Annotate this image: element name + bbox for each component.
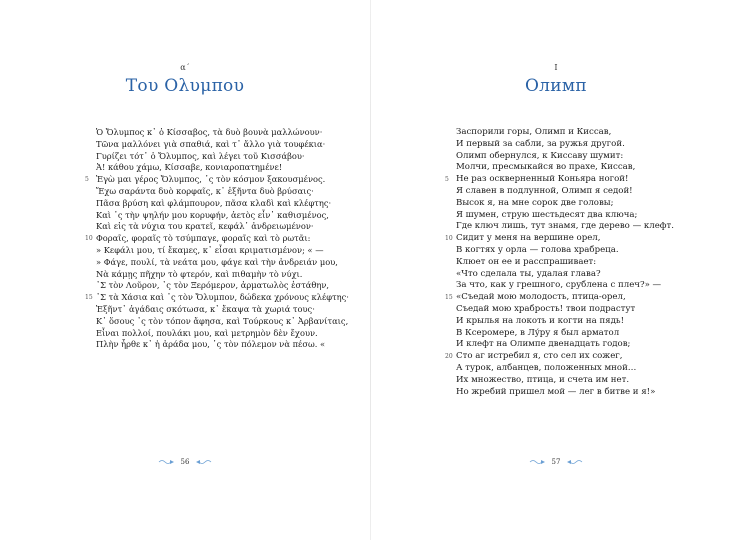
line-text: » Φάγε, πουλί, τὰ νεάτα μου, φάγε καὶ τὴν ἀνδρειάν μου, xyxy=(96,256,338,267)
line-text: Съедай мою храбрость! твои подрастут xyxy=(456,303,636,314)
line-text: В Ксеромере, в Лýру я был арматол xyxy=(456,327,620,338)
line-text: Олимп обернулся, к Киссаву шумит: xyxy=(456,150,624,161)
line-text: А турок, албанцев, положенных мной… xyxy=(456,362,637,373)
line-text: Сто аг истребил я, сто сел их сожег, xyxy=(456,351,623,362)
left-poem xyxy=(85,127,349,351)
line-text: ᾿Σ τὸν Λοῦρον, ᾿ς τὸν Ξερόμερον, ἀρματωλὸς ἐστάθην, xyxy=(96,280,330,291)
poem-line xyxy=(96,198,349,210)
poem-line xyxy=(456,363,674,375)
ornament-left-icon xyxy=(158,458,176,466)
line-number: 10 xyxy=(85,235,93,243)
line-number: 10 xyxy=(445,235,453,243)
poem-line xyxy=(456,316,674,328)
ornament-right-icon xyxy=(565,458,583,466)
left-page-title: Του Ολυμπου xyxy=(125,76,245,96)
right-page xyxy=(371,0,741,540)
poem-line xyxy=(456,151,674,163)
poem-line xyxy=(445,233,674,245)
poem-line xyxy=(96,269,349,281)
poem-line xyxy=(96,339,349,351)
line-text: Я славен в подлунной, Олимп я седой! xyxy=(456,185,633,196)
poem-line xyxy=(456,280,674,292)
line-text: И крылья на локоть и когти на пядь! xyxy=(456,315,625,326)
poem-line xyxy=(96,257,349,269)
poem-line xyxy=(96,186,349,198)
line-text: Καὶ εἰς τὰ νύχια του κρατεῖ, κεφάλ᾿ ἀνδρειωμένον· xyxy=(96,221,314,232)
line-text: Где ключ лишь, тут знамя, где дерево — клефт. xyxy=(456,221,675,232)
line-text: ᾿Σ τὰ Χάσια καὶ ᾿ς τὸν Ὄλυμπον, δώδεκα χρόνους κλέφτης· xyxy=(96,292,349,303)
line-number: 20 xyxy=(445,353,453,361)
left-page xyxy=(0,0,370,540)
line-text: Высок я, на мне сорок две головы; xyxy=(456,197,614,208)
line-text: «Съедай мою молодость, птица-орел, xyxy=(456,292,626,303)
poem-line xyxy=(96,162,349,174)
right-poem xyxy=(445,127,675,398)
line-text: Φοραῖς, φοραῖς τὸ τσύμπαγε, φοραῖς καὶ τὸ ρωτᾶι: xyxy=(96,233,311,244)
line-text: Их множество, птица, и счета им нет. xyxy=(456,374,630,385)
poem-line xyxy=(96,328,349,340)
poem-line xyxy=(456,387,674,399)
poem-line xyxy=(85,233,349,245)
line-text: В когтях у орла — голова храбреца. xyxy=(456,244,619,255)
poem-line xyxy=(456,198,674,210)
poem-line xyxy=(96,245,349,257)
poem-line xyxy=(456,186,674,198)
line-text: Πλὴν ἦρθε κ᾿ ἡ ἀράδα μου, ᾿ς τὸν πόλεμον νὰ πέσω. « xyxy=(96,339,326,350)
line-text: Клюет он ее и расспрашивает: xyxy=(456,256,597,267)
line-text: Я шумен, струю шестьдесят два ключа; xyxy=(456,209,638,220)
poem-line xyxy=(456,257,674,269)
poem-line xyxy=(456,269,674,281)
poem-line xyxy=(96,280,349,292)
line-text: Κ᾿ ὅσους ᾿ς τὸν τόπον ἄφησα, καὶ Τούρκους κ᾿ Ἀρβανίταις, xyxy=(96,315,349,326)
line-text: И клефт на Олимпе двенадцать годов; xyxy=(456,339,631,350)
poem-line xyxy=(456,245,674,257)
line-text: Ἀ! κάθου χάμω, Κίσσαβε, κονιαροπατημένε! xyxy=(96,162,283,173)
right-page-title: Олимп xyxy=(524,76,588,96)
ornament-left-icon xyxy=(529,458,547,466)
poem-line xyxy=(456,304,674,316)
line-text: Заспорили горы, Олимп и Киссав, xyxy=(456,127,612,137)
line-text: Не раз оскверненный Коньяра ногой! xyxy=(456,174,629,185)
line-text: Сидит у меня на вершине орел, xyxy=(456,233,601,244)
line-text: Πᾶσα βρύση καὶ φλάμπουρον, πᾶσα κλαδὶ καὶ κλέφτης· xyxy=(96,197,332,208)
line-text: Ὁ Ὄλυμπος κ᾿ ὁ Κίσσαβος, τὰ δυὸ βουνὰ μαλλώνουν· xyxy=(96,127,323,137)
right-page-number: 57 xyxy=(551,458,561,466)
poem-line xyxy=(445,292,674,304)
poem-line xyxy=(96,151,349,163)
poem-line xyxy=(96,316,349,328)
line-text: Γυρίζει τότ᾿ ὁ Ὄλυμπος, καὶ λέγει τοῦ Κισσάβου· xyxy=(96,150,305,161)
line-text: Νὰ κάμῃς πῆχην τὸ φτερόν, καὶ πιθαμὴν τὸ νύχι. xyxy=(96,268,303,279)
poem-line xyxy=(456,139,674,151)
poem-line xyxy=(445,351,674,363)
left-page-numeral: α´ xyxy=(180,63,190,72)
poem-line xyxy=(96,139,349,151)
line-text: Молчи, пресмыкайся во прахе, Киссав, xyxy=(456,162,636,173)
line-text: Ἑξῆντ᾿ ἀγάδαις σκότωσα, κ᾿ ἔκαψα τὰ χωριά τους· xyxy=(96,303,315,314)
poem-line xyxy=(445,174,674,186)
poem-line xyxy=(85,292,349,304)
poem-line xyxy=(456,339,674,351)
line-number: 5 xyxy=(445,176,449,184)
line-text: Τῶνα μαλλόνει γιὰ σπαθιά, καὶ τ᾿ ἄλλο γιὰ τουφέκια· xyxy=(96,138,326,149)
poem-line xyxy=(456,221,674,233)
line-text: Но жребий пришел мой — лег в битве и я!» xyxy=(456,386,656,397)
poem-line xyxy=(96,127,349,139)
poem-line xyxy=(456,210,674,222)
poem-line xyxy=(96,210,349,222)
right-folio xyxy=(371,458,741,466)
right-page-numeral: I xyxy=(554,63,558,72)
poem-line xyxy=(85,174,349,186)
left-page-number: 56 xyxy=(180,458,190,466)
line-text: Καὶ ᾿ς τὴν ψηλήν μου κορυφήν, ἀετὸς εἶν᾿ καθισμένος, xyxy=(96,209,329,220)
line-text: За что, как у грешного, срублена с плеч?» — xyxy=(456,280,662,291)
poem-line xyxy=(456,162,674,174)
poem-line xyxy=(456,375,674,387)
poem-line xyxy=(96,304,349,316)
line-number: 15 xyxy=(85,294,93,302)
line-number: 15 xyxy=(445,294,453,302)
line-text: Ἐγὼ μαι γέρος Ὄλυμπος, ᾿ς τὸν κόσμον ξακουσμένος. xyxy=(96,174,326,185)
poem-line xyxy=(456,127,674,139)
left-folio xyxy=(0,458,370,466)
line-number: 5 xyxy=(85,176,89,184)
poem-line xyxy=(456,328,674,340)
line-text: » Κεφάλι μου, τί ἔκαμες, κ᾿ εἶσαι κριματισμένον; « — xyxy=(96,244,324,255)
ornament-right-icon xyxy=(194,458,212,466)
line-text: Ἔχω σαράντα δυὸ κορφαῖς, κ᾿ ἑξῆντα δυὸ βρύσαις· xyxy=(96,185,314,196)
poem-line xyxy=(96,221,349,233)
line-text: И первый за сабли, за ружья другой. xyxy=(456,138,625,149)
line-text: Εἶναι πολλοί, πουλάκι μου, καὶ μετρημὸν δὲν ἔχουν. xyxy=(96,327,318,338)
line-text: «Что сделала ты, удалая глава? xyxy=(456,268,601,279)
